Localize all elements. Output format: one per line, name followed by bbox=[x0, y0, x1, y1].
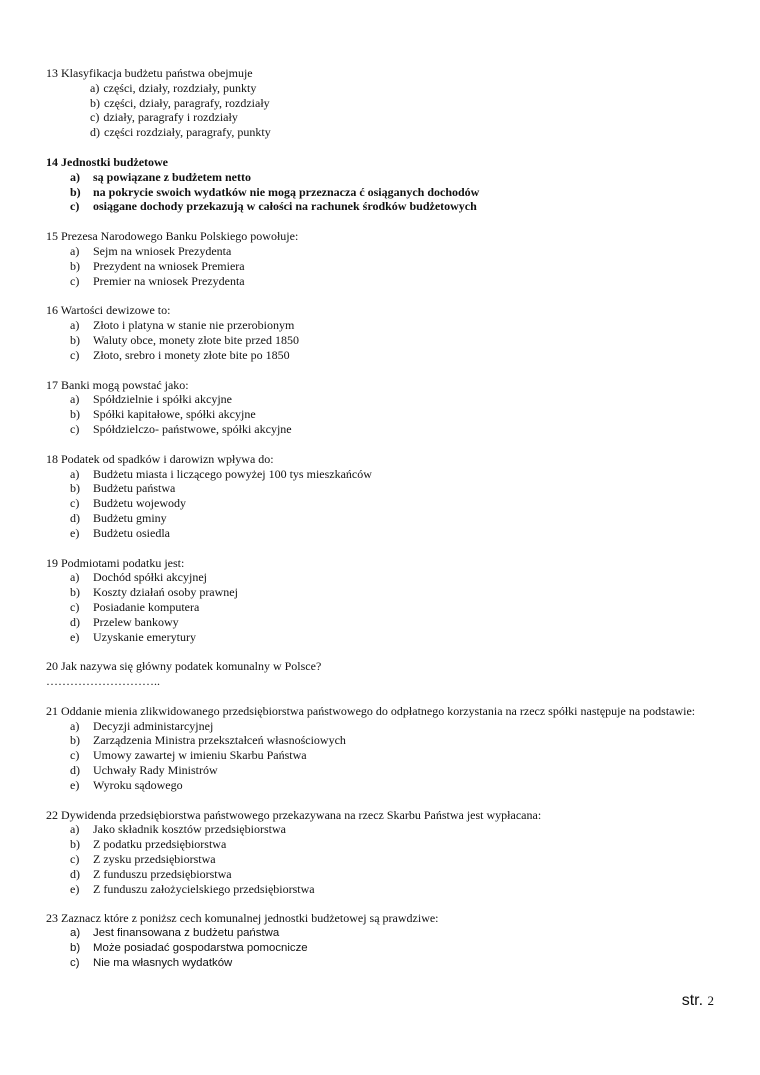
option-d: d) Z funduszu przedsiębiorstwa bbox=[70, 866, 232, 881]
option-c: c) działy, paragrafy i rozdziały bbox=[90, 110, 238, 125]
option-a: a) Jest finansowana z budżetu państwa bbox=[70, 927, 280, 940]
question-text: 14 Jednostki budżetowe bbox=[46, 154, 169, 169]
option-b: b) Koszty działań osoby prawnej bbox=[70, 585, 238, 600]
option-c: c) Z zysku przedsiębiorstwa bbox=[70, 852, 216, 867]
option-c: c) Posiadanie komputera bbox=[70, 599, 200, 614]
document-page bbox=[46, 66, 714, 986]
question-text: 18 Podatek od spadków i darowizn wpływa do: bbox=[46, 451, 274, 466]
question-18 bbox=[46, 452, 714, 541]
option-e: e) Wyroku sądowego bbox=[70, 777, 183, 792]
question-17 bbox=[46, 378, 714, 437]
option-b: b) na pokrycie swoich wydatków nie mogą przeznacza ć osiąganych dochodów bbox=[70, 184, 480, 199]
option-list bbox=[46, 170, 714, 214]
option-c: c) osiągane dochody przekazują w całości na rachunek środków budżetowych bbox=[70, 199, 477, 214]
option-d: d) Uchwały Rady Ministrów bbox=[70, 763, 218, 778]
option-b: b) Prezydent na wniosek Premiera bbox=[70, 258, 245, 273]
option-list bbox=[46, 570, 714, 644]
question-text: 16 Wartości dewizowe to: bbox=[46, 303, 171, 318]
option-list bbox=[46, 81, 714, 140]
page-number bbox=[682, 992, 714, 1010]
option-c: c) Złoto, srebro i monety złote bite po 1850 bbox=[70, 347, 290, 362]
option-e: e) Budżetu osiedla bbox=[70, 525, 170, 540]
question-14 bbox=[46, 155, 714, 214]
option-a: a) Złoto i platyna w stanie nie przerobionym bbox=[70, 318, 295, 333]
question-text: 15 Prezesa Narodowego Banku Polskiego powołuje: bbox=[46, 229, 299, 244]
question-text: 17 Banki mogą powstać jako: bbox=[46, 377, 189, 392]
option-b: b) części, działy, paragrafy, rozdziały bbox=[90, 95, 270, 110]
option-a: a) Sejm na wniosek Prezydenta bbox=[70, 243, 232, 258]
option-c: c) Spółdzielczo- państwowe, spółki akcyjne bbox=[70, 421, 292, 436]
option-b: b) Zarządzenia Ministra przekształceń własnościowych bbox=[70, 733, 346, 748]
question-20 bbox=[46, 659, 714, 689]
option-list bbox=[46, 318, 714, 362]
option-a: a) Spółdzielnie i spółki akcyjne bbox=[70, 392, 232, 407]
option-c: c) Premier na wniosek Prezydenta bbox=[70, 273, 245, 288]
option-b: b) Z podatku przedsiębiorstwa bbox=[70, 837, 227, 852]
option-e: e) Uzyskanie emerytury bbox=[70, 629, 196, 644]
option-a: a) są powiązane z budżetem netto bbox=[70, 169, 251, 184]
option-a: a) części, działy, rozdziały, punkty bbox=[90, 80, 257, 95]
option-d: d) Przelew bankowy bbox=[70, 614, 179, 629]
option-b: b) Waluty obce, monety złote bite przed 1850 bbox=[70, 332, 299, 347]
page-number-value: 2 bbox=[707, 993, 714, 1008]
question-text: 20 Jak nazywa się główny podatek komunalny w Polsce? bbox=[46, 659, 322, 674]
question-text: 23 Zaznacz które z poniższ cech komunalnej jednostki budżetowej są prawdziwe: bbox=[46, 911, 439, 926]
option-list bbox=[46, 719, 714, 793]
question-15 bbox=[46, 229, 714, 288]
option-d: d) części rozdziały, paragrafy, punkty bbox=[90, 125, 271, 140]
option-list bbox=[46, 926, 714, 970]
option-list bbox=[46, 392, 714, 436]
option-a: a) Decyzji administarcyjnej bbox=[70, 718, 214, 733]
option-a: a) Jako składnik kosztów przedsiębiorstwa bbox=[70, 822, 286, 837]
question-text: 13 Klasyfikacja budżetu państwa obejmuje bbox=[46, 66, 253, 80]
option-list bbox=[46, 467, 714, 541]
question-text: 22 Dywidenda przedsiębiorstwa państwowego przekazywana na rzecz Skarbu Państwa jest wypłacana: bbox=[46, 807, 542, 822]
question-21 bbox=[46, 704, 714, 793]
option-c: c) Budżetu wojewody bbox=[70, 496, 186, 511]
question-23 bbox=[46, 911, 714, 970]
option-a: a) Budżetu miasta i liczącego powyżej 100 tys mieszkańców bbox=[70, 466, 372, 481]
answer-blank: ……………………….. bbox=[46, 674, 160, 689]
option-a: a) Dochód spółki akcyjnej bbox=[70, 570, 207, 585]
question-text: 21 Oddanie mienia zlikwidowanego przedsiębiorstwa państwowego do odpłatnego korzystania na rzecz spółki następuje na podstawie: bbox=[46, 703, 696, 718]
option-b: b) Budżetu państwa bbox=[70, 481, 176, 496]
option-list bbox=[46, 244, 714, 288]
option-c: c) Nie ma własnych wydatków bbox=[70, 956, 233, 969]
question-16 bbox=[46, 303, 714, 362]
question-19 bbox=[46, 556, 714, 645]
option-list bbox=[46, 822, 714, 896]
question-22 bbox=[46, 808, 714, 897]
option-b: b) Spółki kapitałowe, spółki akcyjne bbox=[70, 407, 256, 422]
option-b: b) Może posiadać gospodarstwa pomocnicze bbox=[70, 942, 308, 955]
question-13 bbox=[46, 66, 714, 140]
question-text: 19 Podmiotami podatku jest: bbox=[46, 555, 185, 570]
option-c: c) Umowy zawartej w imieniu Skarbu Państwa bbox=[70, 748, 307, 763]
option-d: d) Budżetu gminy bbox=[70, 510, 167, 525]
page-number-label: str. bbox=[681, 992, 704, 1009]
option-e: e) Z funduszu założycielskiego przedsiębiorstwa bbox=[70, 881, 315, 896]
